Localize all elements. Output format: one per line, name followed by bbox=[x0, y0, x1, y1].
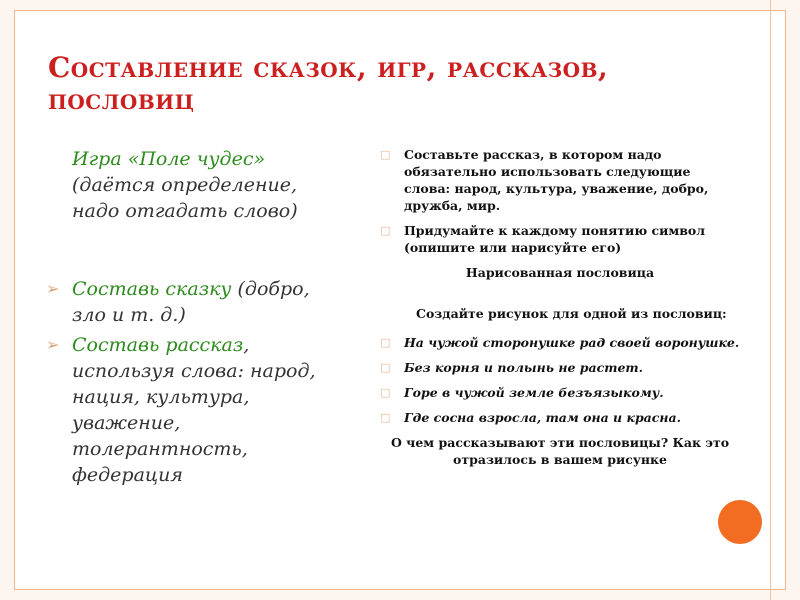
left-intro bbox=[46, 146, 346, 224]
item-green-text: Составь сказку bbox=[72, 278, 232, 300]
item-rest-text: (добро, зло и т. д.) bbox=[72, 278, 310, 326]
task-text: Составьте рассказ, в котором надо обязательно использовать следующие слова: народ, культура, уважение, добро, дружба, мир. bbox=[404, 147, 709, 213]
bullet-icon: ➢ bbox=[46, 335, 60, 354]
proverb-prompt: Создайте рисунок для одной из пословиц: bbox=[416, 306, 727, 321]
intro-green-text: Игра «Поле чудес» bbox=[72, 148, 266, 170]
bullet-icon: ➢ bbox=[46, 279, 60, 298]
task-text: Придумайте к каждому понятию символ (опишите или нарисуйте его) bbox=[404, 223, 706, 255]
task-item bbox=[380, 222, 740, 256]
proverb-item bbox=[380, 409, 740, 426]
proverb-item bbox=[380, 334, 740, 351]
list-item bbox=[46, 276, 346, 328]
proverb-item bbox=[380, 384, 740, 401]
bullet-icon: □ bbox=[380, 411, 391, 424]
bullet-icon: □ bbox=[380, 386, 391, 399]
accent-circle bbox=[718, 500, 762, 544]
item-rest-text: , используя слова: народ, нация, культура, уважение, толерантность, федерация bbox=[72, 334, 316, 486]
slide-title: Составление сказок, игр, рассказов, пословиц bbox=[48, 51, 609, 116]
proverb-text: Где сосна взросла, там она и красна. bbox=[404, 410, 681, 425]
task-item bbox=[380, 146, 740, 214]
proverb-text: Без корня и полынь не растет. bbox=[404, 360, 643, 375]
bullet-icon: □ bbox=[380, 361, 391, 374]
bullet-icon: □ bbox=[380, 224, 391, 237]
right-column bbox=[380, 146, 740, 468]
bullet-icon: □ bbox=[380, 148, 391, 161]
proverb-text: На чужой сторонушке рад своей воронушке. bbox=[404, 335, 740, 350]
left-column bbox=[46, 146, 346, 488]
frame-rule bbox=[770, 0, 771, 600]
list-item bbox=[46, 332, 346, 488]
drawn-proverb-heading: Нарисованная пословица bbox=[465, 265, 655, 280]
item-green-text: Составь рассказ bbox=[72, 334, 244, 356]
closing-question: О чем рассказывают эти пословицы? Как это отразилось в вашем рисунке bbox=[390, 435, 730, 467]
bullet-icon: □ bbox=[380, 336, 391, 349]
proverb-text: Горе в чужой земле безъязыкому. bbox=[404, 385, 664, 400]
proverb-item bbox=[380, 359, 740, 376]
intro-rest-text: (даётся определение, надо отгадать слово) bbox=[72, 174, 298, 222]
